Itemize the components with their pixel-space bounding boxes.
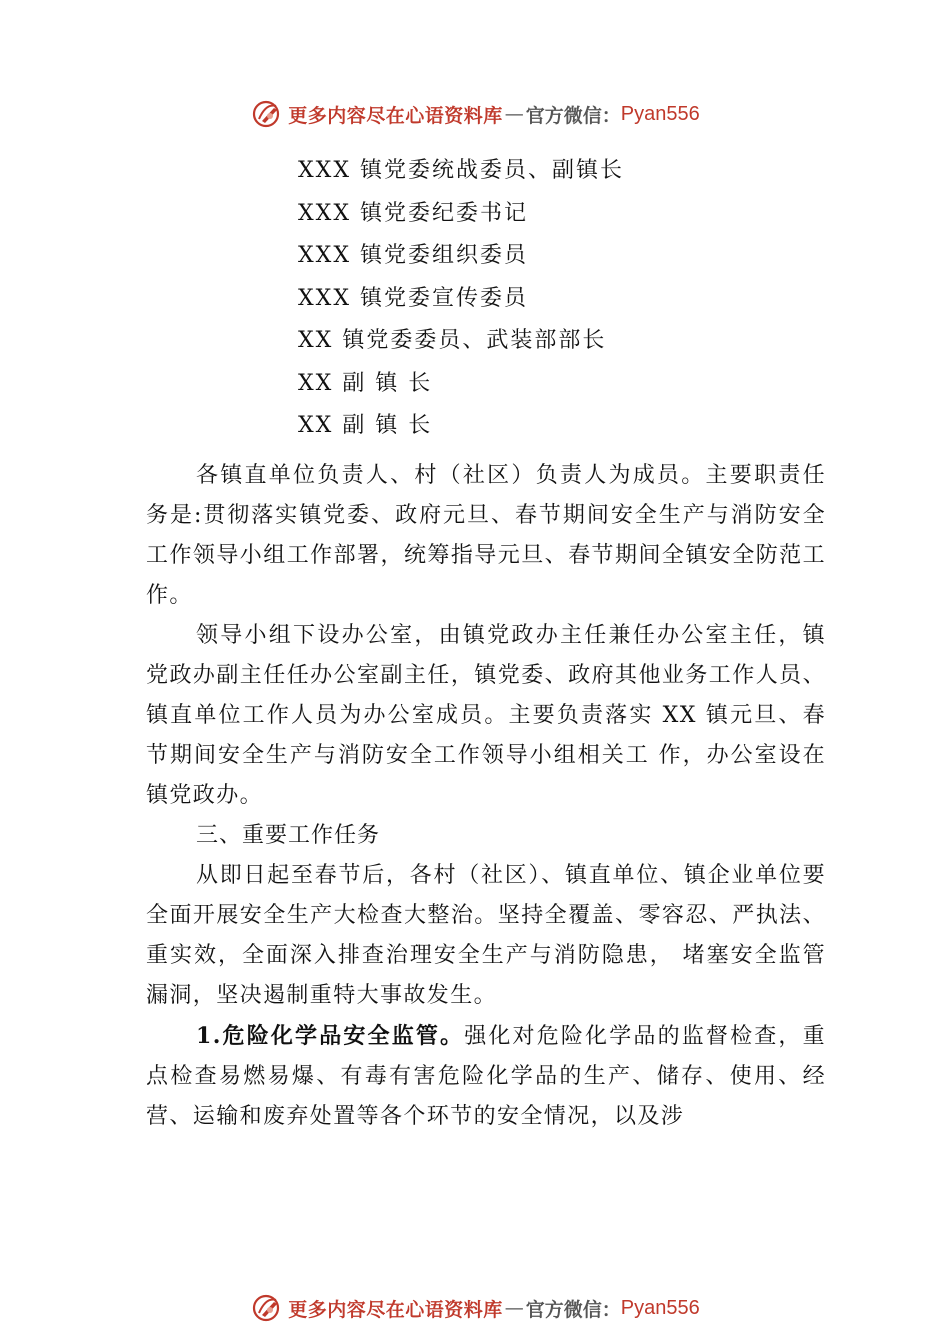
member-line: XX 副 镇 长 — [298, 413, 433, 438]
item-lead: 1.危险化学品安全监管。 — [196, 1022, 465, 1049]
watermark-dash: — — [504, 103, 524, 125]
section-heading: 三、重要工作任务 — [196, 822, 381, 848]
logo-icon — [250, 97, 284, 131]
member-line: XX 镇党委委员、武装部部长 — [298, 328, 607, 353]
member-line: XXX 镇党委纪委书记 — [298, 200, 528, 226]
document-body — [146, 150, 826, 1137]
watermark-prefix: 官方微信： — [525, 1298, 621, 1321]
member-line: XXX 镇党委宣传委员 — [298, 285, 528, 311]
paragraph-office: 领导小组下设办公室，由镇党政办主任兼任办公室主任，镇党政办副主任任办公室副主任，镇党委、政府其他业务工作人员、镇直单位工作人员为办公室成员。主要负责落实 XX 镇元旦、春节期间安全生产与消防安全工作领导小组相关工 作，办公室设在镇党政办。 — [146, 622, 826, 808]
logo-icon — [250, 1291, 284, 1325]
member-line: XX 副 镇 长 — [298, 370, 433, 396]
watermark-dash: — — [504, 1297, 524, 1319]
paragraph-inspection: 从即日起至春节后，各村（社区）、镇直单位、镇企业单位要全面开展安全生产大检查大整治。坚持全覆盖、零容忍、严执法、重实效，全面深入排查治理安全生产与消防隐患， 堵塞安全监管漏洞，坚决遏制重特大事故发生。 — [146, 862, 826, 1008]
watermark-handle: Pyan556 — [620, 102, 700, 125]
watermark-text: 更多内容尽在心语资料库 — [288, 104, 503, 127]
paragraph-members-duties: 各镇直单位负责人、村（社区）负责人为成员。主要职责任务是:贯彻落实镇党委、政府元旦、春节期间安全生产与消防安全工作领导小组工作部署，统筹指导元旦、春节期间全镇安全防范工作。 — [146, 462, 826, 608]
member-line: XXX 镇党委组织委员 — [298, 243, 528, 268]
paragraph-hazardous-chemicals — [146, 1016, 826, 1137]
watermark-text: 更多内容尽在心语资料库 — [288, 1298, 503, 1321]
header-watermark-banner — [0, 94, 950, 134]
item-text: 强化对危险化学品的监督检查，重点检查易燃易爆、有毒有害危险化学品的生产、储存、使用、经营、运输和废弃处置等各个环节的安全情况，以及涉 — [146, 1023, 826, 1129]
member-line: XXX 镇党委统战委员、副镇长 — [298, 158, 624, 183]
watermark-handle: Pyan556 — [620, 1296, 700, 1319]
watermark-prefix: 官方微信： — [525, 104, 621, 127]
footer-watermark-banner — [0, 1288, 950, 1328]
